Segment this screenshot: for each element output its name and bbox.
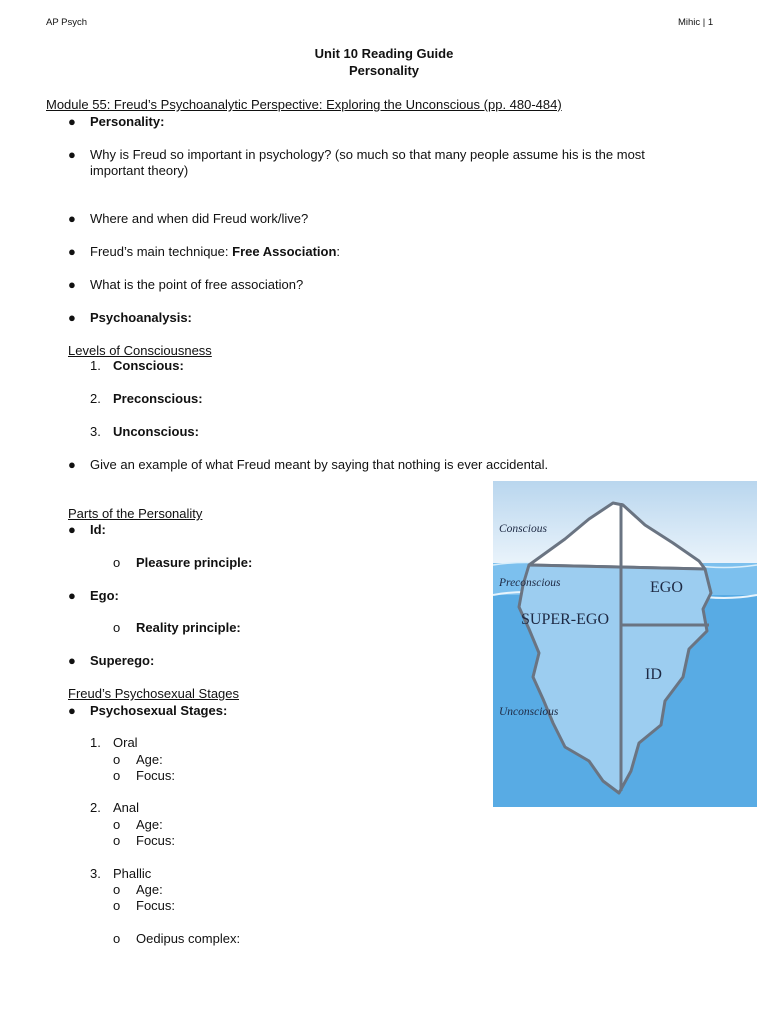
question-where-when: Where and when did Freud work/live? (90, 211, 309, 226)
stages-bullet-label: Psychosexual Stages: (90, 703, 228, 718)
iceberg-diagram (493, 481, 757, 807)
bullet-icon: ● (68, 457, 76, 472)
part-superego: Superego: (90, 653, 155, 668)
label-conscious: Conscious (499, 523, 547, 535)
stage-number: 3. (90, 866, 101, 881)
sub-bullet-icon: o (113, 555, 121, 570)
bullet-icon: ● (68, 588, 76, 603)
label-superego: SUPER-EGO (521, 611, 610, 628)
bullet-icon: ● (68, 310, 76, 325)
bullet-icon: ● (68, 211, 76, 226)
stage-focus: Focus: (136, 898, 176, 913)
stage-phallic: Phallic (113, 866, 152, 881)
stage-focus: Focus: (136, 833, 176, 848)
stage-age: Age: (136, 817, 163, 832)
question-psychoanalysis: Psychoanalysis: (90, 310, 192, 325)
sub-bullet-icon: o (113, 768, 121, 783)
bullet-icon: ● (68, 277, 76, 292)
stage-number: 1. (90, 735, 101, 750)
technique-suffix: : (336, 244, 341, 259)
sub-bullet-icon: o (113, 833, 121, 848)
level-number: 3. (90, 424, 101, 439)
sub-bullet-icon: o (113, 882, 121, 897)
question-why-freud: Why is Freud so important in psychology? (so much so that many people assume his is the most important theory) (90, 147, 645, 178)
bullet-icon: ● (68, 114, 76, 129)
level-conscious: Conscious: (113, 358, 184, 373)
bullet-icon: ● (68, 703, 76, 718)
sub-bullet-icon: o (113, 620, 121, 635)
label-id: ID (645, 666, 662, 683)
level-unconscious: Unconscious: (113, 424, 199, 439)
question-accidental: Give an example of what Freud meant by saying that nothing is ever accidental. (90, 457, 549, 472)
question-main-technique (90, 244, 340, 259)
label-unconscious: Unconscious (499, 706, 559, 718)
bullet-icon: ● (68, 244, 76, 259)
stages-heading: Freud’s Psychosexual Stages (68, 686, 240, 701)
part-pleasure-principle: Pleasure principle: (136, 555, 253, 570)
stage-focus: Focus: (136, 768, 176, 783)
stage-age: Age: (136, 752, 163, 767)
stage-age: Age: (136, 882, 163, 897)
question-free-association-point: What is the point of free association? (90, 277, 304, 292)
module-heading: Module 55: Freud’s Psychoanalytic Perspective: Exploring the Unconscious (pp. 480-484) (46, 97, 562, 112)
sub-bullet-icon: o (113, 931, 121, 946)
bullet-icon: ● (68, 522, 76, 537)
sub-bullet-icon: o (113, 817, 121, 832)
stage-oedipus-complex: Oedipus complex: (136, 931, 241, 946)
label-ego: EGO (650, 579, 683, 596)
label-preconscious: Preconscious (499, 577, 561, 589)
stage-number: 2. (90, 800, 101, 815)
part-id: Id: (90, 522, 106, 537)
doc-subtitle: Personality (348, 63, 420, 78)
header-author-page: Mihic | 1 (678, 17, 714, 28)
stage-oral: Oral (113, 735, 138, 750)
level-preconscious: Preconscious: (113, 391, 203, 406)
header-course: AP Psych (46, 17, 88, 28)
level-number: 2. (90, 391, 101, 406)
sub-bullet-icon: o (113, 898, 121, 913)
doc-title: Unit 10 Reading Guide (314, 46, 454, 61)
parts-heading: Parts of the Personality (68, 506, 203, 521)
technique-prefix: Freud’s main technique: (90, 244, 233, 259)
technique-free-association: Free Association (232, 244, 337, 259)
part-ego: Ego: (90, 588, 119, 603)
bullet-icon: ● (68, 653, 76, 668)
level-number: 1. (90, 358, 101, 373)
stage-anal: Anal (113, 800, 140, 815)
part-reality-principle: Reality principle: (136, 620, 241, 635)
sub-bullet-icon: o (113, 752, 121, 767)
question-personality: Personality: (90, 114, 165, 129)
levels-heading: Levels of Consciousness (68, 343, 212, 358)
bullet-icon: ● (68, 147, 76, 162)
